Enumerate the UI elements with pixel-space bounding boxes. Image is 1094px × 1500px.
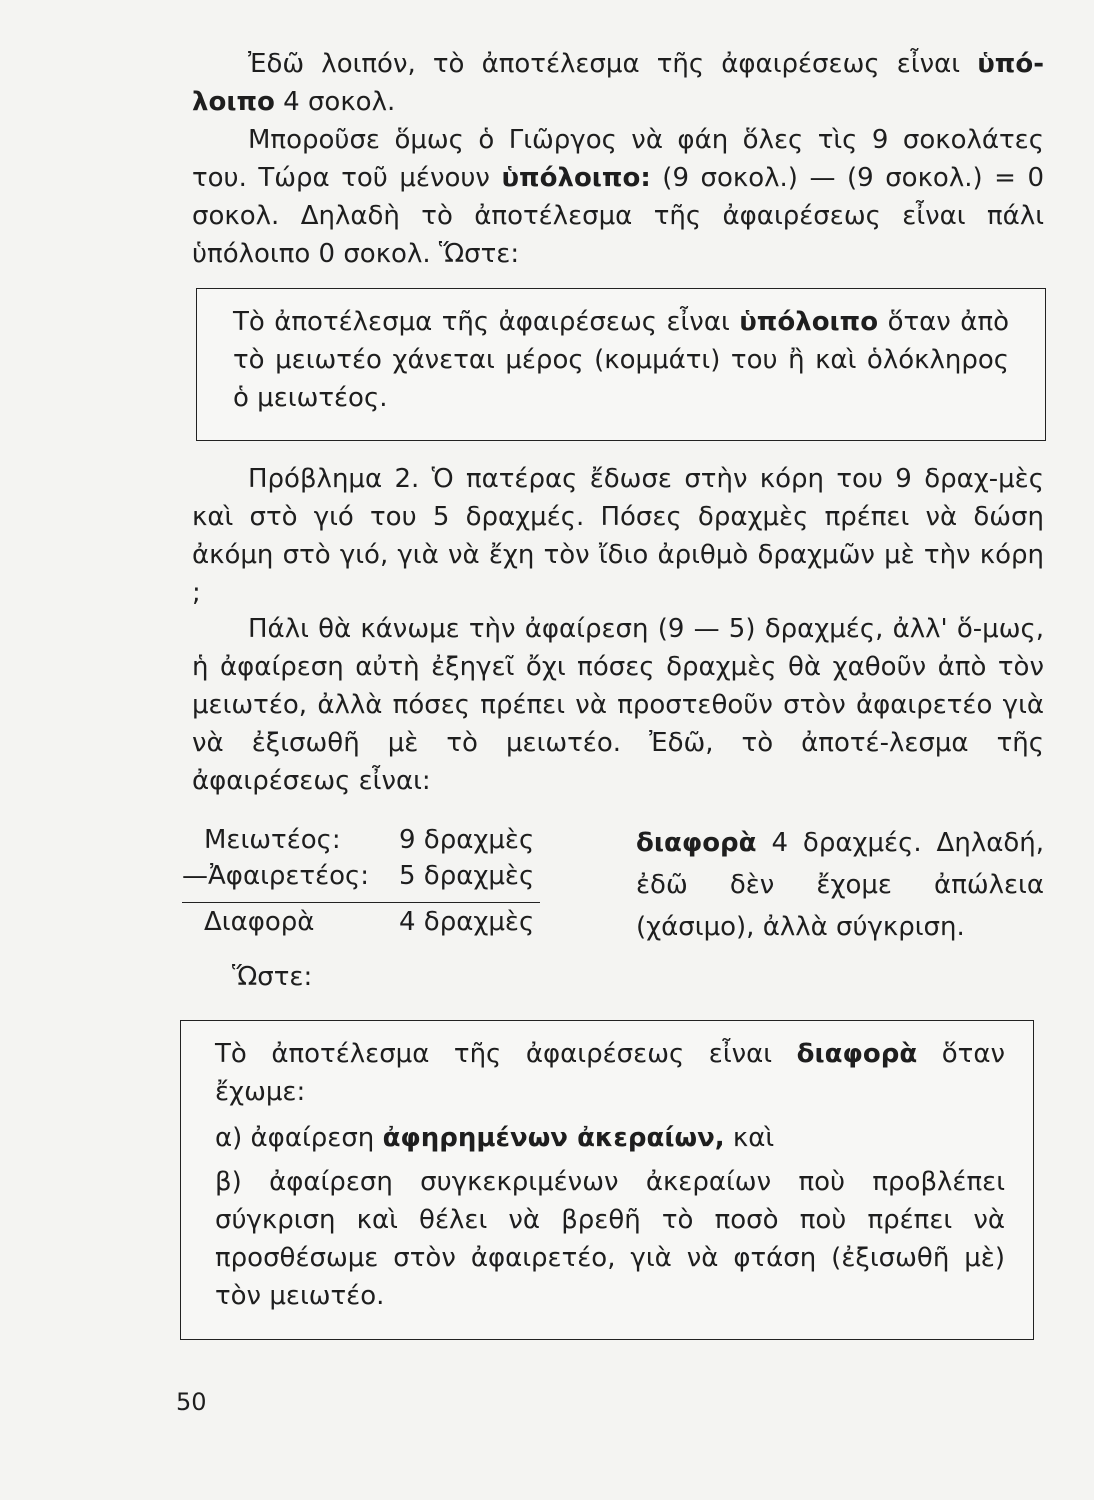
- definition-difference: Τὸ ἀποτέλεσμα τῆς ἀφαιρέσεως εἶναι διαφορὰ ὅταν ἔχωμε:: [215, 1039, 1005, 1107]
- difference-value: 4 δραχμὲς: [399, 907, 535, 937]
- definition-remainder: Τὸ ἀποτέλεσμα τῆς ἀφαιρέσεως εἶναι ὑπόλοιπο ὅταν ἀπὸ τὸ μειωτέο χάνεται μέρος (κομμάτι) του ἢ καὶ ὁλόκληρος ὁ μειωτέος.: [233, 307, 1010, 413]
- difference-label: Διαφορὰ: [204, 907, 315, 937]
- sum-rule: [182, 902, 540, 903]
- term-ypoloipo: ὑπό-λοιπο: [192, 49, 1044, 117]
- condition-b: β) ἀφαίρεση συγκεκριμένων ἀκεραίων ποὺ προβλέπει σύγκριση καὶ θέλει νὰ βρεθῆ τὸ ποσὸ ποὺ πρέπει νὰ προσθέσωμε στὸν ἀφαιρετέο, γιὰ νὰ φτάση (ἐξισωθῆ μὲ) τὸν μειωτέο.: [215, 1167, 1005, 1311]
- definition-box-difference: [180, 1020, 1034, 1340]
- intro-paragraph: [192, 45, 1044, 273]
- page-number: 50: [176, 1388, 207, 1416]
- problem-2: Πρόβλημα 2. Ὁ πατέρας ἔδωσε στὴν κόρη του 9 δραχ-μὲς καὶ στὸ γιό του 5 δραχμές. Πόσες δραχμὲς πρέπει νὰ δώση ἀκόμη στὸ γιό, γιὰ νὰ ἔχη τὸν ἴδιο ἀριθμὸ δραχμῶν μὲ τὴν κόρη ;: [192, 464, 1044, 608]
- term-diafora-2: διαφορὰ: [796, 1039, 918, 1069]
- intro-sentence-1: Ἐδῶ λοιπόν, τὸ ἀποτέλεσμα τῆς ἀφαιρέσεως εἶναι: [248, 49, 978, 79]
- term-ypoloipo-2: ὑπόλοιπο:: [501, 163, 651, 193]
- term-ypoloipo-3: ὑπόλοιπο: [739, 307, 879, 337]
- intro-sentence-2: Μποροῦσε ὅμως ὁ Γιῶργος νὰ φάη ὅλες τὶς 9 σοκολάτες του. Τώρα τοῦ μένουν: [192, 125, 1044, 193]
- condition-a: α) ἀφαίρεση ἀφηρημένων ἀκεραίων, καὶ: [215, 1123, 775, 1153]
- intro-sentence-1-end: 4 σοκολ.: [274, 87, 396, 117]
- term-diafora: διαφορὰ: [636, 828, 757, 858]
- minuend-value: 9 δραχμὲς: [399, 825, 535, 855]
- term-abstract-integers: ἀφηρημένων ἀκεραίων,: [382, 1123, 725, 1153]
- intro-sentence-2-end: (9 σοκολ.) — (9 σοκολ.) = 0 σοκολ. Δηλαδὴ τὸ ἀποτέλεσμα τῆς ἀφαιρέσεως εἶναι πάλι ὑπόλοιπο 0 σοκολ. Ὥστε:: [192, 163, 1044, 269]
- explanation-paragraph: Πάλι θὰ κάνωμε τὴν ἀφαίρεση (9 — 5) δραχμές, ἀλλ' ὅ-μως, ἡ ἀφαίρεση αὐτὴ ἐξηγεῖ ὄχι πόσες δραχμὲς θὰ χαθοῦν ἀπὸ τὸν μειωτέο, ἀλλὰ πόσες πρέπει νὰ προστεθοῦν στὸν ἀφαιρετέο γιὰ νὰ ἐξισωθῆ μὲ τὸ μειωτέο. Ἐδῶ, τὸ ἀποτέ-λεσμα τῆς ἀφαιρέσεως εἶναι:: [192, 614, 1044, 796]
- subtrahend-value: 5 δραχμὲς: [399, 861, 535, 891]
- therefore-label: Ὥστε:: [232, 962, 313, 992]
- minuend-label: Μειωτέος:: [204, 825, 341, 855]
- difference-note: διαφορὰ 4 δραχμές. Δηλαδή, ἐδῶ δὲν ἔχομε ἀπώλεια (χάσιμο), ἀλλὰ σύγκριση.: [636, 828, 1044, 942]
- subtrahend-label: —Ἀφαιρετέος:: [182, 861, 370, 891]
- definition-box-remainder: [196, 288, 1046, 441]
